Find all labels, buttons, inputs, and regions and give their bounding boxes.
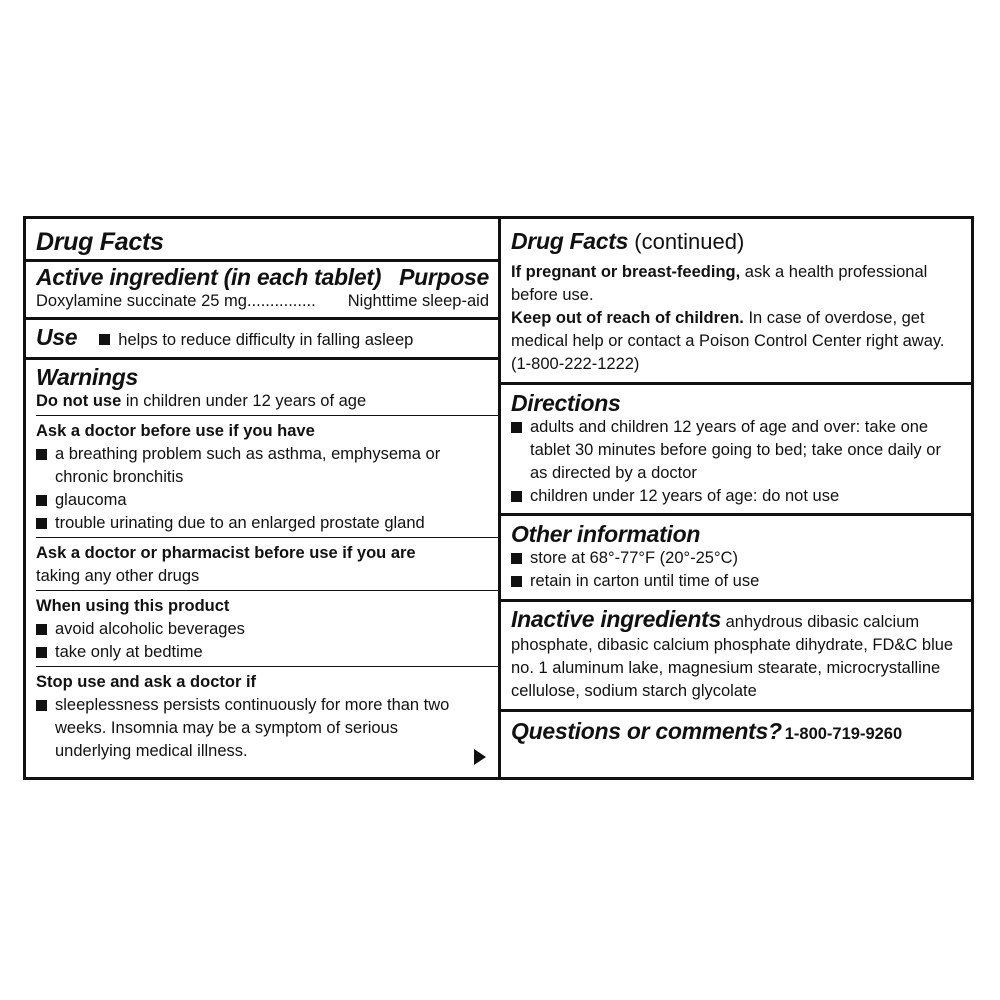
leader-dots: ............... xyxy=(246,292,316,310)
warnings-title: Warnings xyxy=(36,364,138,390)
purpose-value: Nighttime sleep-aid xyxy=(347,292,489,310)
continued-title: Drug Facts xyxy=(511,228,629,254)
when-using-title: When using this product xyxy=(36,597,230,615)
do-not-use-text: in children under 12 years of age xyxy=(121,392,367,410)
drug-facts-header xyxy=(26,219,498,262)
left-column xyxy=(26,219,501,777)
do-not-use xyxy=(36,390,498,416)
continue-arrow-icon xyxy=(474,749,486,765)
keep-out-warning: Keep out of reach of children. In case of overdose, get medical help or contact a Poison Control Center right away. (1-800-222-1222) xyxy=(511,309,945,373)
ask-pharmacist-text: taking any other drugs xyxy=(36,567,200,585)
inactive-ingredients-title: Inactive ingredients xyxy=(511,606,722,632)
warnings-section xyxy=(26,360,498,777)
list-item: a breathing problem such as asthma, emphysema or chronic bronchitis xyxy=(36,443,498,489)
bullet-square-icon xyxy=(36,495,47,506)
list-item: avoid alcoholic beverages xyxy=(36,618,498,641)
right-column xyxy=(501,219,971,777)
bullet-square-icon xyxy=(511,422,522,433)
do-not-use-bold: Do not use xyxy=(36,392,122,410)
ask-doctor-title: Ask a doctor before use if you have xyxy=(36,422,315,440)
use-text: helps to reduce difficulty in falling asleep xyxy=(118,331,414,349)
ask-pharmacist-title: Ask a doctor or pharmacist before use if you are xyxy=(36,544,416,562)
use-section xyxy=(26,320,498,360)
active-ingredient: Doxylamine succinate 25 mg xyxy=(36,292,247,310)
when-using-block xyxy=(36,591,498,667)
list-item: retain in carton until time of use xyxy=(511,570,962,593)
bullet-square-icon xyxy=(511,491,522,502)
bullet-square-icon xyxy=(511,576,522,587)
bullet-square-icon xyxy=(511,553,522,564)
inactive-ingredients xyxy=(511,608,962,703)
list-item: adults and children 12 years of age and over: take one tablet 30 minutes before going to bed; take once daily or as directed by a doctor xyxy=(511,416,962,485)
bullet-square-icon xyxy=(36,449,47,460)
active-ingredient-header: Active ingredient (in each tablet) xyxy=(36,264,382,290)
active-ingredient-section xyxy=(26,262,498,320)
list-item: glaucoma xyxy=(36,489,498,512)
list-item: sleeplessness persists continuously for more than two weeks. Insomnia may be a symptom of serious underlying medical illness. xyxy=(36,694,489,763)
bullet-square-icon xyxy=(36,700,47,711)
drug-facts-title: Drug Facts xyxy=(36,228,164,256)
bullet-square-icon xyxy=(99,334,110,345)
drug-facts-label xyxy=(23,216,974,780)
ask-doctor-block xyxy=(36,416,498,538)
ask-pharmacist-block xyxy=(36,538,498,591)
stop-use-title: Stop use and ask a doctor if xyxy=(36,673,257,691)
questions-title: Questions or comments? xyxy=(511,718,782,744)
use-title: Use xyxy=(36,324,78,350)
other-information-title: Other information xyxy=(511,521,701,547)
continued-section xyxy=(501,219,971,385)
list-item: store at 68°-77°F (20°-25°C) xyxy=(511,547,962,570)
stop-use-block xyxy=(36,667,489,763)
inactive-ingredients-text: anhydrous dibasic calcium phosphate, dibasic calcium phosphate dihydrate, FD&C blue no. 1 aluminum lake, magnesium stearate, microcrystalline cellulose, sodium starch glycolate xyxy=(511,613,954,700)
list-item: take only at bedtime xyxy=(36,641,498,664)
bullet-square-icon xyxy=(36,518,47,529)
list-item: trouble urinating due to an enlarged prostate gland xyxy=(36,512,498,535)
list-item: children under 12 years of age: do not use xyxy=(511,485,962,508)
bullet-square-icon xyxy=(36,624,47,635)
purpose-header: Purpose xyxy=(399,264,489,290)
questions-phone: 1-800-719-9260 xyxy=(784,725,903,743)
active-ingredient-row xyxy=(36,290,489,313)
inactive-ingredients-section xyxy=(501,602,971,712)
directions-title: Directions xyxy=(511,390,621,416)
bullet-square-icon xyxy=(36,647,47,658)
pregnant-warning: If pregnant or breast-feeding, ask a health professional before use. xyxy=(511,263,928,304)
questions-section xyxy=(501,712,971,777)
continued-suffix: (continued) xyxy=(628,229,745,254)
other-information-section xyxy=(501,516,971,602)
directions-section xyxy=(501,385,971,516)
